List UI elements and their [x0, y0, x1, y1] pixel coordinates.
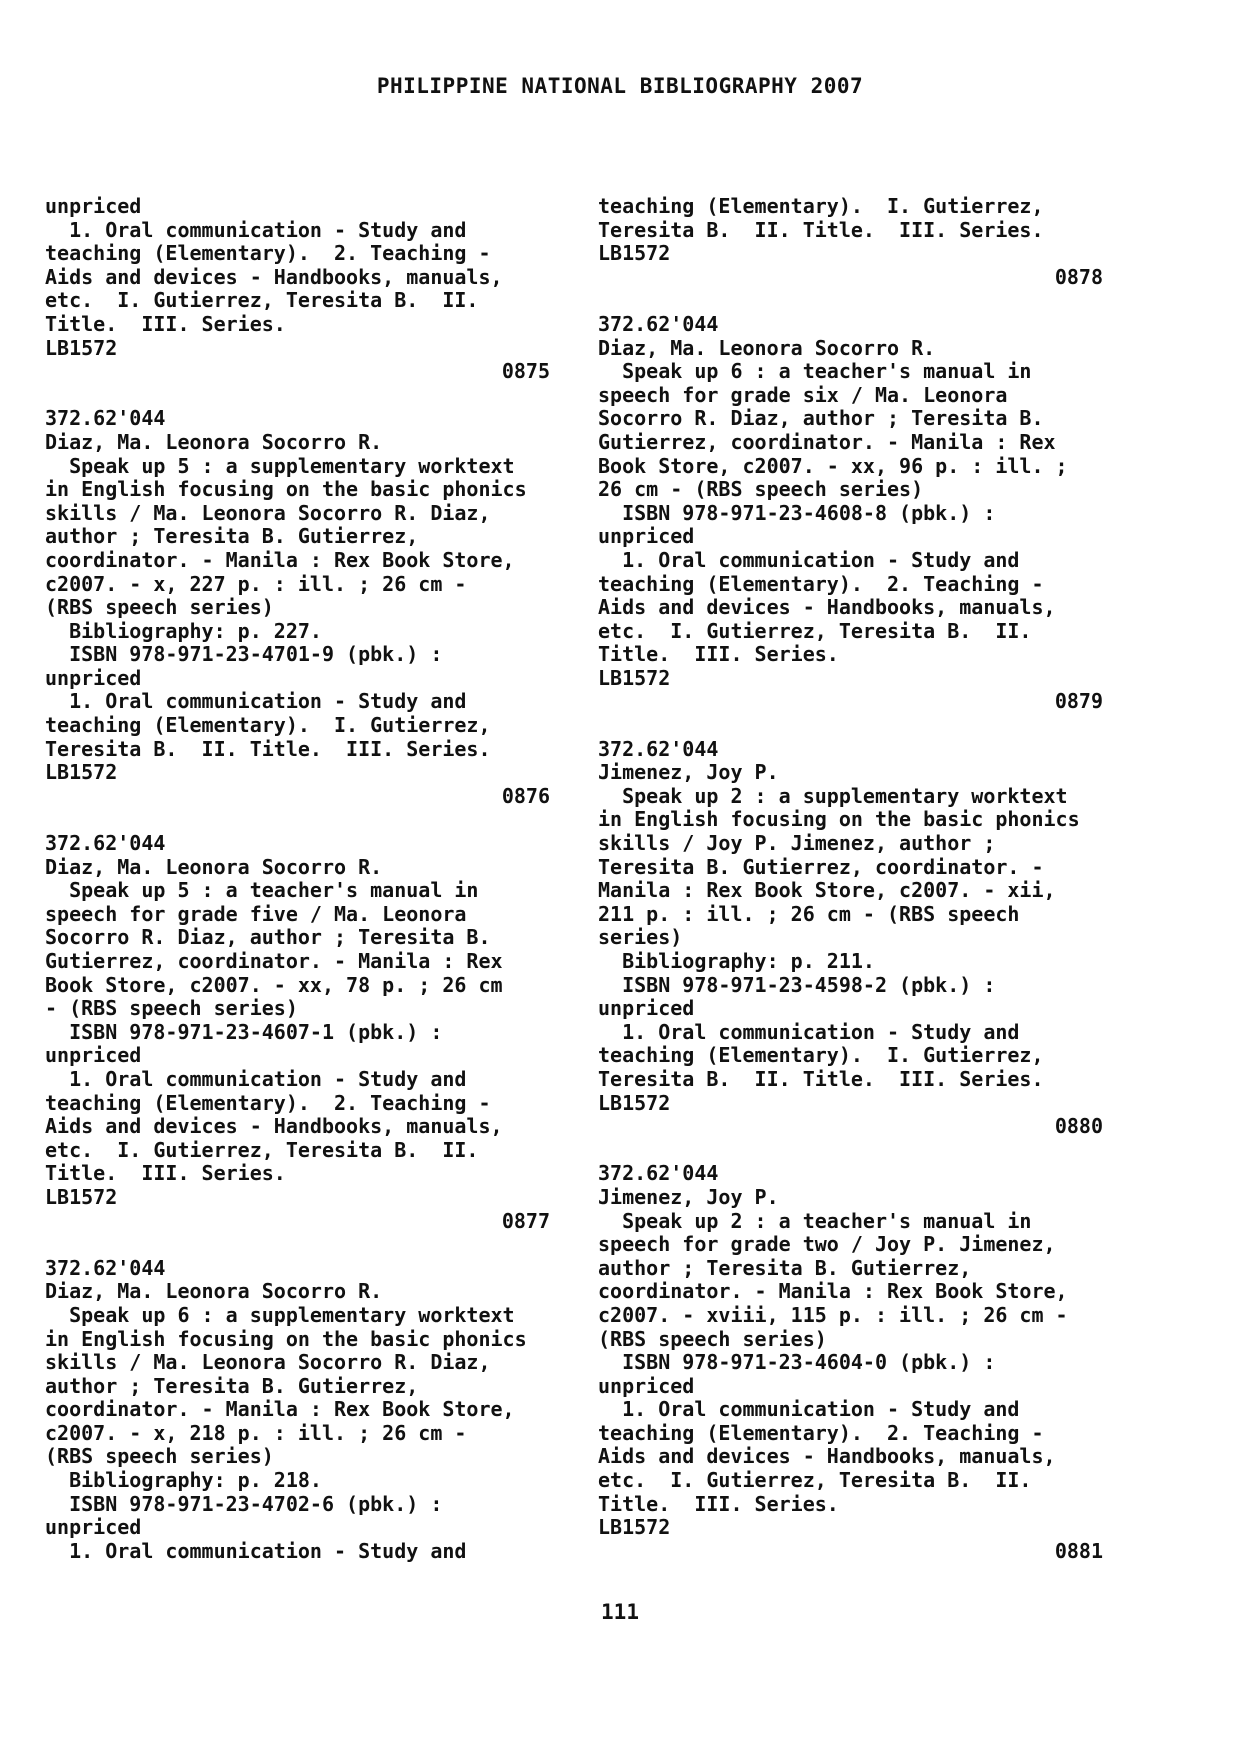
entry-line: Book Store, c2007. - xx, 78 p. ; 26 cm [45, 972, 503, 997]
entry-line: skills / Ma. Leonora Socorro R. Diaz, [45, 1350, 491, 1375]
entry-line: Title. III. Series. [45, 311, 286, 336]
entry-line: Teresita B. Gutierrez, coordinator. - [598, 854, 1044, 879]
entry-line: 1. Oral communication - Study and [45, 1066, 467, 1091]
entry-line: ISBN 978-971-23-4702-6 (pbk.) : [45, 1491, 443, 1516]
entry-line: 372.62'044 [598, 1161, 719, 1186]
blank-line [45, 808, 550, 832]
entry-line: (RBS speech series) [598, 1326, 827, 1351]
entry-line: Aids and devices - Handbooks, manuals, [598, 1444, 1056, 1469]
entry-line: LB1572 [598, 1515, 671, 1540]
entry-line: coordinator. - Manila : Rex Book Store, [598, 1279, 1068, 1304]
entry-line: unpriced [45, 665, 142, 690]
entry-line: skills / Joy P. Jimenez, author ; [598, 831, 996, 856]
entry-line: Speak up 5 : a supplementary worktext [45, 453, 515, 478]
entry-line: Diaz, Ma. Leonora Socorro R. [45, 429, 383, 454]
entry-line: 1. Oral communication - Study and [598, 547, 1020, 572]
entry-number: 0880 [1054, 1114, 1103, 1139]
entry-line: 26 cm - (RBS speech series) [598, 477, 924, 502]
entry-number: 0878 [1054, 264, 1103, 289]
entry-line: unpriced [45, 194, 142, 218]
entry-line: unpriced [598, 524, 695, 549]
entry-line: Jimenez, Joy P. [598, 1184, 779, 1209]
right-column [598, 195, 1103, 1563]
entry-line: Gutierrez, coordinator. - Manila : Rex [45, 949, 503, 973]
entry-line: LB1572 [598, 241, 671, 266]
entry-line: etc. I. Gutierrez, Teresita B. II. [45, 288, 479, 313]
entry-line: teaching (Elementary). 2. Teaching - [45, 241, 491, 266]
page-number: 111 [601, 1600, 639, 1624]
entry-line: speech for grade six / Ma. Leonora [598, 382, 1008, 407]
entry-line: 211 p. : ill. ; 26 cm - (RBS speech [598, 901, 1020, 926]
entry-line: Teresita B. II. Title. III. Series. [598, 217, 1044, 242]
entry-line: 372.62'044 [598, 311, 719, 336]
entry-line: skills / Ma. Leonora Socorro R. Diaz, [45, 500, 491, 525]
entry-line: Gutierrez, coordinator. - Manila : Rex [598, 429, 1056, 454]
entry-line: LB1572 [45, 335, 118, 360]
entry-line: c2007. - xviii, 115 p. : ill. ; 26 cm - [598, 1302, 1068, 1327]
entry-line: (RBS speech series) [45, 1444, 274, 1469]
entry-line: teaching (Elementary). I. Gutierrez, [598, 1043, 1044, 1068]
entry-line: unpriced [598, 996, 695, 1021]
entry-line: Jimenez, Joy P. [598, 760, 779, 785]
entry-line: speech for grade five / Ma. Leonora [45, 901, 467, 926]
blank-line [45, 1233, 550, 1257]
entry-line: ISBN 978-971-23-4701-9 (pbk.) : [45, 642, 443, 667]
entry-line: teaching (Elementary). I. Gutierrez, [45, 713, 491, 738]
entry-line: etc. I. Gutierrez, Teresita B. II. [598, 1468, 1032, 1493]
entry-line: coordinator. - Manila : Rex Book Store, [45, 1397, 515, 1422]
entry-line: author ; Teresita B. Gutierrez, [45, 1373, 419, 1398]
entry-line: 372.62'044 [45, 406, 166, 431]
entry-line: Title. III. Series. [598, 642, 839, 667]
entry-line: teaching (Elementary). 2. Teaching - [45, 1090, 491, 1115]
entry-line: Aids and devices - Handbooks, manuals, [45, 1114, 503, 1139]
entry-line: Aids and devices - Handbooks, manuals, [45, 264, 503, 289]
entry-line: ISBN 978-971-23-4608-8 (pbk.) : [598, 500, 996, 525]
entry-line: Title. III. Series. [45, 1161, 286, 1186]
entry-number: 0875 [501, 359, 550, 384]
blank-line [598, 714, 1103, 738]
entry-line: 1. Oral communication - Study and [45, 217, 467, 242]
entry-line: ISBN 978-971-23-4607-1 (pbk.) : [45, 1019, 443, 1044]
entry-line: unpriced [45, 1515, 142, 1540]
entry-line: etc. I. Gutierrez, Teresita B. II. [45, 1137, 479, 1162]
entry-line: Bibliography: p. 211. [598, 949, 875, 973]
entry-line: 1. Oral communication - Study and [598, 1397, 1020, 1422]
entry-line: 372.62'044 [598, 736, 719, 761]
entry-line: author ; Teresita B. Gutierrez, [45, 524, 419, 549]
entry-line: 1. Oral communication - Study and [45, 689, 467, 714]
blank-line [45, 384, 550, 408]
entry-line: Speak up 2 : a supplementary worktext [598, 783, 1068, 808]
entry-line: 372.62'044 [45, 1255, 166, 1280]
entry-line: Bibliography: p. 227. [45, 618, 322, 643]
entry-line: author ; Teresita B. Gutierrez, [598, 1255, 972, 1280]
entry-line: Book Store, c2007. - xx, 96 p. : ill. ; [598, 453, 1068, 478]
entry-line: unpriced [45, 1043, 142, 1068]
page-header: PHILIPPINE NATIONAL BIBLIOGRAPHY 2007 [376, 74, 864, 98]
entry-line: LB1572 [45, 1184, 118, 1209]
entry-line: Diaz, Ma. Leonora Socorro R. [598, 335, 936, 360]
entry-line: in English focusing on the basic phonics [598, 807, 1080, 832]
entry-number: 0877 [501, 1208, 550, 1233]
entry-line: Socorro R. Diaz, author ; Teresita B. [598, 406, 1044, 431]
entry-line: 1. Oral communication - Study and [45, 1538, 467, 1563]
entry-number: 0876 [501, 783, 550, 808]
entry-line: coordinator. - Manila : Rex Book Store, [45, 547, 515, 572]
entry-line: Speak up 6 : a teacher's manual in [598, 359, 1032, 384]
entry-line: speech for grade two / Joy P. Jimenez, [598, 1232, 1056, 1257]
entry-line: ISBN 978-971-23-4604-0 (pbk.) : [598, 1350, 996, 1375]
entry-line: Speak up 6 : a supplementary worktext [45, 1302, 515, 1327]
entry-line: Diaz, Ma. Leonora Socorro R. [45, 854, 383, 879]
entry-line: 1. Oral communication - Study and [598, 1019, 1020, 1044]
entry-number: 0879 [1054, 689, 1103, 714]
entry-line: c2007. - x, 227 p. : ill. ; 26 cm - [45, 571, 467, 596]
entry-line: Manila : Rex Book Store, c2007. - xii, [598, 878, 1056, 903]
entry-line: ISBN 978-971-23-4598-2 (pbk.) : [598, 972, 996, 997]
entry-line: teaching (Elementary). 2. Teaching - [598, 571, 1044, 596]
entry-line: LB1572 [598, 665, 671, 690]
entry-line: etc. I. Gutierrez, Teresita B. II. [598, 618, 1032, 643]
entry-line: Bibliography: p. 218. [45, 1468, 322, 1493]
entry-line: Speak up 5 : a teacher's manual in [45, 878, 479, 903]
entry-line: Teresita B. II. Title. III. Series. [45, 736, 491, 761]
entry-line: Aids and devices - Handbooks, manuals, [598, 595, 1056, 620]
entry-line: Title. III. Series. [598, 1491, 839, 1516]
entry-line: (RBS speech series) [45, 595, 274, 620]
entry-line: c2007. - x, 218 p. : ill. ; 26 cm - [45, 1420, 467, 1445]
entry-line: in English focusing on the basic phonics [45, 1326, 527, 1351]
entry-line: Teresita B. II. Title. III. Series. [598, 1066, 1044, 1091]
blank-line [598, 289, 1103, 313]
entry-line: teaching (Elementary). I. Gutierrez, [598, 194, 1044, 218]
entry-line: Speak up 2 : a teacher's manual in [598, 1208, 1032, 1233]
entry-number: 0881 [1054, 1538, 1103, 1563]
entry-line: unpriced [598, 1373, 695, 1398]
entry-line: teaching (Elementary). 2. Teaching - [598, 1420, 1044, 1445]
entry-line: series) [598, 925, 683, 950]
entry-line: Socorro R. Diaz, author ; Teresita B. [45, 925, 491, 950]
left-column [45, 195, 550, 1563]
entry-line: 372.62'044 [45, 831, 166, 856]
blank-line [598, 1139, 1103, 1163]
entry-line: Diaz, Ma. Leonora Socorro R. [45, 1279, 383, 1304]
entry-line: LB1572 [45, 760, 118, 785]
entry-line: in English focusing on the basic phonics [45, 477, 527, 502]
entry-line: LB1572 [598, 1090, 671, 1115]
entry-line: - (RBS speech series) [45, 996, 298, 1021]
